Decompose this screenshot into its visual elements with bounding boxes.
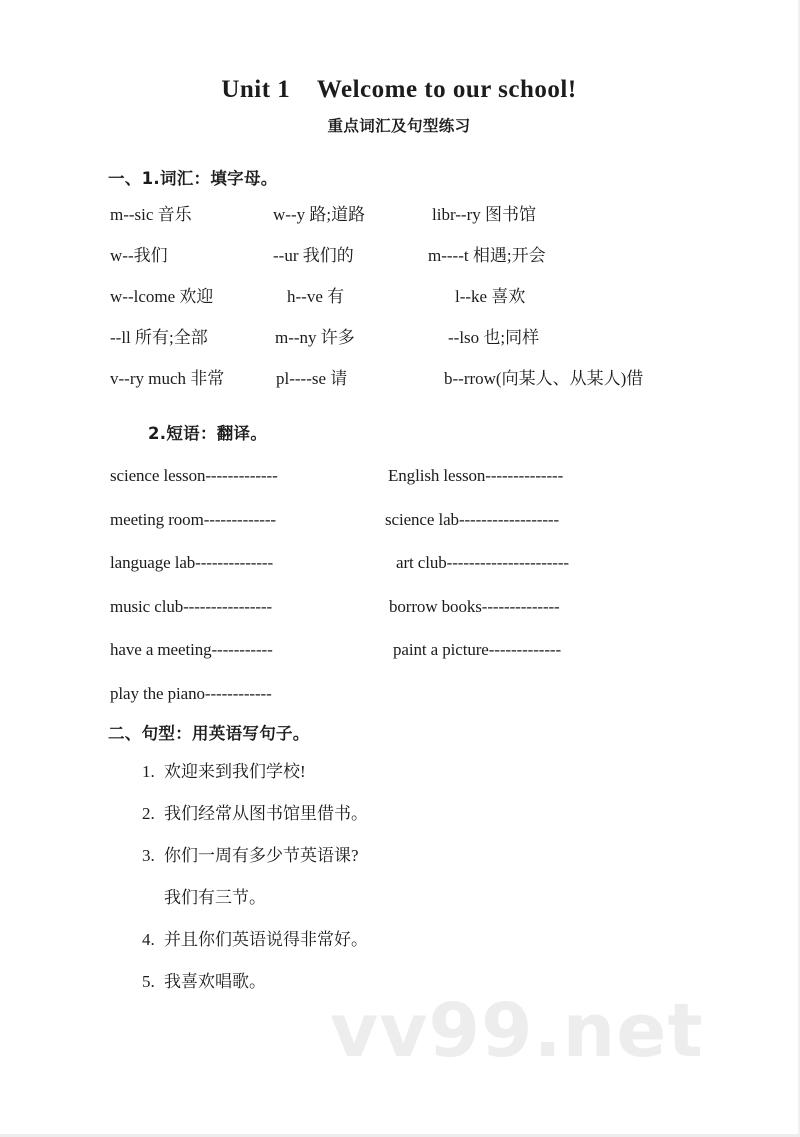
vocabulary-item: m--sic 音乐 bbox=[110, 205, 192, 224]
page-title: Unit 1 Welcome to our school! bbox=[221, 76, 577, 103]
sentence-number: 3. bbox=[142, 846, 155, 865]
section-heading-vocabulary: 一、1.词汇：填字母。 bbox=[108, 169, 278, 188]
phrase-row bbox=[0, 466, 798, 510]
sentence-text: 欢迎来到我们学校! bbox=[164, 762, 306, 781]
vocabulary-item: v--ry much 非常 bbox=[110, 369, 225, 388]
sentence-text: 我喜欢唱歌。 bbox=[164, 972, 266, 991]
vocabulary-item: m--ny 许多 bbox=[275, 328, 355, 347]
phrase-item: meeting room------------- bbox=[110, 509, 276, 529]
sentence-number: 4. bbox=[142, 930, 155, 949]
section-heading-sentences: 二、句型：用英语写句子。 bbox=[108, 724, 310, 743]
vocabulary-item: --ll 所有;全部 bbox=[110, 328, 208, 347]
vocabulary-row bbox=[0, 246, 798, 287]
sentence-text: 我们经常从图书馆里借书。 bbox=[164, 804, 368, 823]
sentence-text: 我们有三节。 bbox=[164, 888, 266, 907]
vocabulary-item: w--y 路;道路 bbox=[273, 205, 366, 224]
phrases-grid bbox=[0, 466, 798, 727]
sentence-text: 你们一周有多少节英语课? bbox=[164, 846, 359, 865]
sentence-item bbox=[142, 804, 702, 824]
phrase-row bbox=[0, 553, 798, 597]
sentence-item-continuation bbox=[142, 888, 702, 908]
sentence-item bbox=[142, 972, 702, 992]
phrase-item: English lesson-------------- bbox=[388, 466, 564, 485]
sentence-list bbox=[142, 762, 702, 1014]
sentence-item bbox=[142, 846, 702, 866]
phrase-item: language lab-------------- bbox=[110, 553, 274, 572]
phrase-item: have a meeting----------- bbox=[110, 640, 273, 659]
phrase-item: science lesson------------- bbox=[110, 466, 278, 485]
site-watermark: vv99.net bbox=[330, 988, 704, 1074]
vocabulary-item: w--我们 bbox=[110, 246, 168, 265]
phrase-row bbox=[0, 640, 798, 684]
sentence-text: 并且你们英语说得非常好。 bbox=[164, 930, 368, 949]
vocabulary-item: --ur 我们的 bbox=[273, 246, 354, 265]
vocabulary-item: h--ve 有 bbox=[287, 287, 345, 306]
vocabulary-item: libr--ry 图书馆 bbox=[432, 205, 537, 224]
vocabulary-item: w--lcome 欢迎 bbox=[110, 287, 214, 306]
sentence-item bbox=[142, 930, 702, 950]
sentence-number: 2. bbox=[142, 804, 155, 823]
page-subtitle: 重点词汇及句型练习 bbox=[327, 117, 471, 135]
phrase-item: science lab------------------ bbox=[385, 509, 560, 529]
phrase-item: art club---------------------- bbox=[396, 553, 569, 572]
phrase-item: borrow books-------------- bbox=[389, 596, 560, 616]
phrase-item: paint a picture------------- bbox=[393, 640, 562, 659]
vocabulary-item: m----t 相遇;开会 bbox=[428, 246, 546, 265]
phrase-row bbox=[0, 597, 798, 641]
vocabulary-row bbox=[0, 205, 798, 246]
vocabulary-row bbox=[0, 369, 798, 410]
section-heading-phrases: 2.短语：翻译。 bbox=[148, 424, 268, 443]
vocabulary-row bbox=[0, 328, 798, 369]
phrase-row bbox=[0, 510, 798, 554]
vocabulary-item: b--rrow(向某人、从某人)借 bbox=[444, 369, 644, 388]
vocabulary-row bbox=[0, 287, 798, 328]
phrase-item: play the piano------------ bbox=[110, 683, 272, 703]
vocabulary-item: --lso 也;同样 bbox=[448, 328, 540, 347]
sentence-number: 1. bbox=[142, 762, 155, 781]
phrase-item: music club---------------- bbox=[110, 596, 273, 616]
sentence-number: 5. bbox=[142, 972, 155, 991]
vocabulary-grid bbox=[0, 205, 798, 410]
sentence-item bbox=[142, 762, 702, 782]
vocabulary-item: pl----se 请 bbox=[276, 369, 348, 388]
vocabulary-item: l--ke 喜欢 bbox=[455, 287, 526, 306]
